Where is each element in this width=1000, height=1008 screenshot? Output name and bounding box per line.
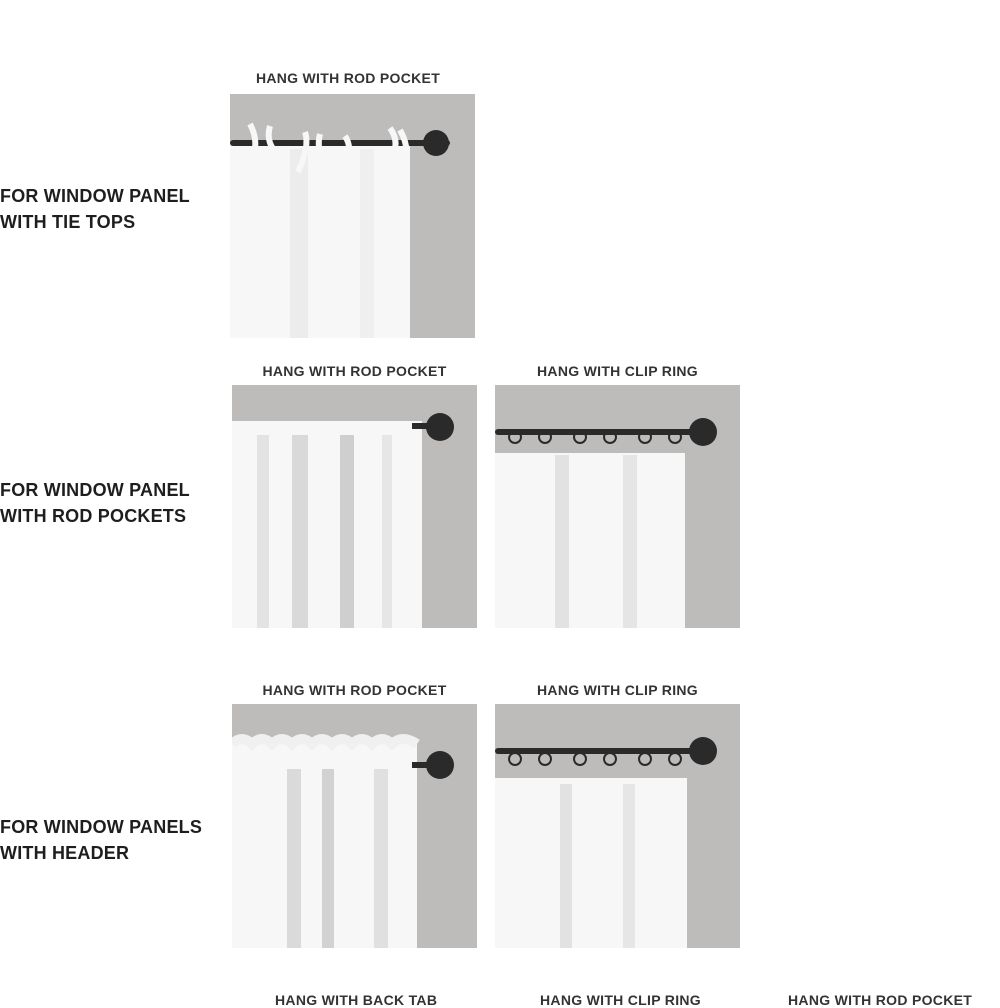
- caption-clip-ring: HANG WITH CLIP RING: [537, 363, 698, 379]
- caption-rod-pocket: HANG WITH ROD POCKET: [262, 363, 447, 379]
- caption-rod-pocket: HANG WITH ROD POCKET: [788, 992, 973, 1008]
- image-tie-top-rod-pocket: [230, 94, 475, 338]
- caption-back-tab: HANG WITH BACK TAB: [275, 992, 438, 1008]
- image-rod-pocket-panel: [232, 385, 477, 628]
- row-label-line1: FOR WINDOW PANEL: [0, 480, 190, 500]
- caption-clip-ring: HANG WITH CLIP RING: [537, 682, 698, 698]
- caption-rod-pocket: HANG WITH ROD POCKET: [262, 682, 447, 698]
- caption-rod-pocket: HANG WITH ROD POCKET: [255, 70, 441, 86]
- image-clip-ring-panel: [495, 385, 740, 628]
- row-label-line2: WITH TIE TOPS: [0, 212, 136, 232]
- row-label-tie-tops: [0, 183, 190, 235]
- row-label-rod-pockets: [0, 477, 190, 529]
- image-header-rod-pocket: [232, 704, 477, 948]
- row-label-line2: WITH HEADER: [0, 843, 130, 863]
- row-label-line1: FOR WINDOW PANEL: [0, 186, 190, 206]
- row-label-line2: WITH ROD POCKETS: [0, 506, 187, 526]
- image-header-clip-ring: [495, 704, 740, 948]
- row-label-line1: FOR WINDOW PANELS: [0, 817, 203, 837]
- caption-clip-ring: HANG WITH CLIP RING: [540, 992, 701, 1008]
- row-label-header: [0, 814, 202, 866]
